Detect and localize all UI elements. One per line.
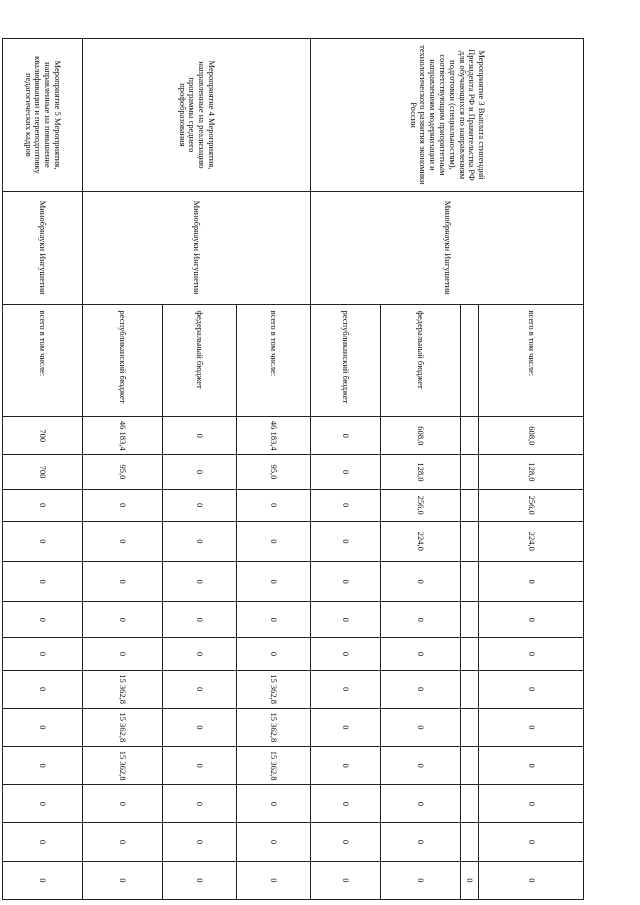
value-cell: 0 (3, 638, 83, 670)
value-cell: 0 (3, 489, 83, 521)
value-cell: 0 (461, 861, 479, 899)
value-cell: 0 (311, 602, 381, 638)
value-cell: 0 (163, 489, 237, 521)
rotated-table-wrapper (23, 38, 584, 900)
value-cell: 608,0 (381, 417, 461, 455)
value-cell: 0 (479, 670, 584, 708)
funding-source-cell: республиканский бюджет (83, 304, 163, 417)
funding-source-cell: всего в том числе: (479, 304, 584, 417)
value-cell: 0 (163, 561, 237, 601)
value-cell: 0 (479, 708, 584, 746)
value-cell: 46 183,4 (237, 417, 311, 455)
value-cell: 0 (163, 638, 237, 670)
value-cell (461, 455, 479, 489)
funding-source-cell: всего в том числе: (3, 304, 83, 417)
value-cell: 15 362,8 (237, 708, 311, 746)
value-cell: 0 (311, 455, 381, 489)
value-cell: 0 (83, 521, 163, 561)
value-cell: 0 (237, 785, 311, 823)
funding-source-cell: всего в том числе: (237, 304, 311, 417)
value-cell: 0 (381, 785, 461, 823)
value-cell: 95,0 (237, 455, 311, 489)
value-cell: 0 (163, 861, 237, 899)
value-cell: 0 (237, 823, 311, 861)
value-cell (461, 638, 479, 670)
value-cell: 0 (3, 670, 83, 708)
value-cell: 0 (3, 602, 83, 638)
value-cell: 15 362,8 (237, 670, 311, 708)
value-cell (461, 785, 479, 823)
value-cell: 0 (163, 670, 237, 708)
value-cell: 0 (479, 785, 584, 823)
value-cell: 0 (381, 670, 461, 708)
value-cell: 0 (311, 861, 381, 899)
responsible-cell: Минобрнауки Ингушетии (311, 191, 584, 304)
value-cell: 0 (311, 785, 381, 823)
value-cell: 0 (163, 746, 237, 784)
value-cell: 224,0 (479, 521, 584, 561)
value-cell: 0 (83, 823, 163, 861)
value-cell: 0 (381, 708, 461, 746)
value-cell: 0 (381, 602, 461, 638)
value-cell: 0 (163, 708, 237, 746)
value-cell: 0 (237, 602, 311, 638)
value-cell: 0 (83, 638, 163, 670)
value-cell: 0 (311, 708, 381, 746)
funding-source-cell: федеральный бюджет (381, 304, 461, 417)
table-row (237, 39, 311, 900)
value-cell: 0 (381, 861, 461, 899)
value-cell (461, 670, 479, 708)
value-cell: 700 (3, 417, 83, 455)
table-row (3, 39, 83, 900)
value-cell (461, 521, 479, 561)
value-cell: 0 (163, 417, 237, 455)
value-cell (461, 561, 479, 601)
value-cell: 0 (237, 521, 311, 561)
value-cell: 0 (3, 561, 83, 601)
responsible-cell: Минобрнауки Ингушетии (3, 191, 83, 304)
value-cell: 0 (311, 670, 381, 708)
value-cell (461, 489, 479, 521)
value-cell: 0 (237, 489, 311, 521)
value-cell: 0 (3, 785, 83, 823)
value-cell: 95,0 (83, 455, 163, 489)
value-cell: 0 (3, 861, 83, 899)
value-cell: 0 (479, 561, 584, 601)
value-cell: 0 (237, 561, 311, 601)
value-cell: 0 (479, 602, 584, 638)
value-cell (461, 746, 479, 784)
value-cell: 0 (311, 823, 381, 861)
value-cell: 15 362,8 (83, 670, 163, 708)
value-cell (461, 708, 479, 746)
value-cell: 0 (163, 455, 237, 489)
value-cell: 46 183,4 (83, 417, 163, 455)
value-cell: 0 (381, 561, 461, 601)
value-cell: 0 (163, 521, 237, 561)
value-cell: 0 (381, 746, 461, 784)
value-cell: 256,0 (479, 489, 584, 521)
value-cell: 0 (479, 746, 584, 784)
value-cell: 0 (3, 746, 83, 784)
value-cell: 0 (479, 861, 584, 899)
value-cell: 256,0 (381, 489, 461, 521)
value-cell: 0 (83, 602, 163, 638)
value-cell: 608,0 (479, 417, 584, 455)
value-cell: 0 (311, 489, 381, 521)
table-row (479, 39, 584, 900)
value-cell: 0 (381, 638, 461, 670)
value-cell: 0 (3, 823, 83, 861)
value-cell: 0 (311, 417, 381, 455)
value-cell: 700 (3, 455, 83, 489)
value-cell: 0 (479, 823, 584, 861)
measure-cell: Мероприятие 4 Мероприятия, направленные на реализацию программы среднего профобразования (83, 39, 311, 192)
value-cell: 0 (311, 746, 381, 784)
value-cell: 0 (83, 861, 163, 899)
funding-source-cell (461, 304, 479, 417)
value-cell: 0 (83, 561, 163, 601)
value-cell: 0 (163, 602, 237, 638)
value-cell: 0 (163, 785, 237, 823)
responsible-cell: Минобрнауки Ингушетии (83, 191, 311, 304)
value-cell: 0 (381, 823, 461, 861)
value-cell: 0 (83, 785, 163, 823)
value-cell (461, 823, 479, 861)
value-cell: 0 (3, 521, 83, 561)
value-cell: 15 362,8 (83, 708, 163, 746)
value-cell: 224,0 (381, 521, 461, 561)
measure-cell: Мероприятие 5 Мероприятия, направленные на повышение квалификации и переподготовку педагогических кадров (3, 39, 83, 192)
value-cell: 0 (479, 638, 584, 670)
value-cell: 15 362,8 (83, 746, 163, 784)
value-cell: 128,0 (479, 455, 584, 489)
value-cell (461, 417, 479, 455)
value-cell (461, 602, 479, 638)
funding-source-cell: федеральный бюджет (163, 304, 237, 417)
measure-cell: Мероприятие 3 Выплата стипендий Президента РФ и Правительства РФ для обучающихся по направлениям подготовки (специальностям), соответствующим приоритетным направлениям модернизации и технологического развития экономики России (311, 39, 584, 192)
funding-source-cell: республиканский бюджет (311, 304, 381, 417)
budget-table (2, 38, 584, 900)
value-cell: 0 (163, 823, 237, 861)
value-cell: 128,0 (381, 455, 461, 489)
value-cell: 0 (3, 708, 83, 746)
value-cell: 0 (237, 638, 311, 670)
value-cell: 0 (311, 638, 381, 670)
value-cell: 0 (311, 561, 381, 601)
value-cell: 0 (311, 521, 381, 561)
value-cell: 0 (237, 861, 311, 899)
value-cell: 0 (83, 489, 163, 521)
value-cell: 15 362,8 (237, 746, 311, 784)
